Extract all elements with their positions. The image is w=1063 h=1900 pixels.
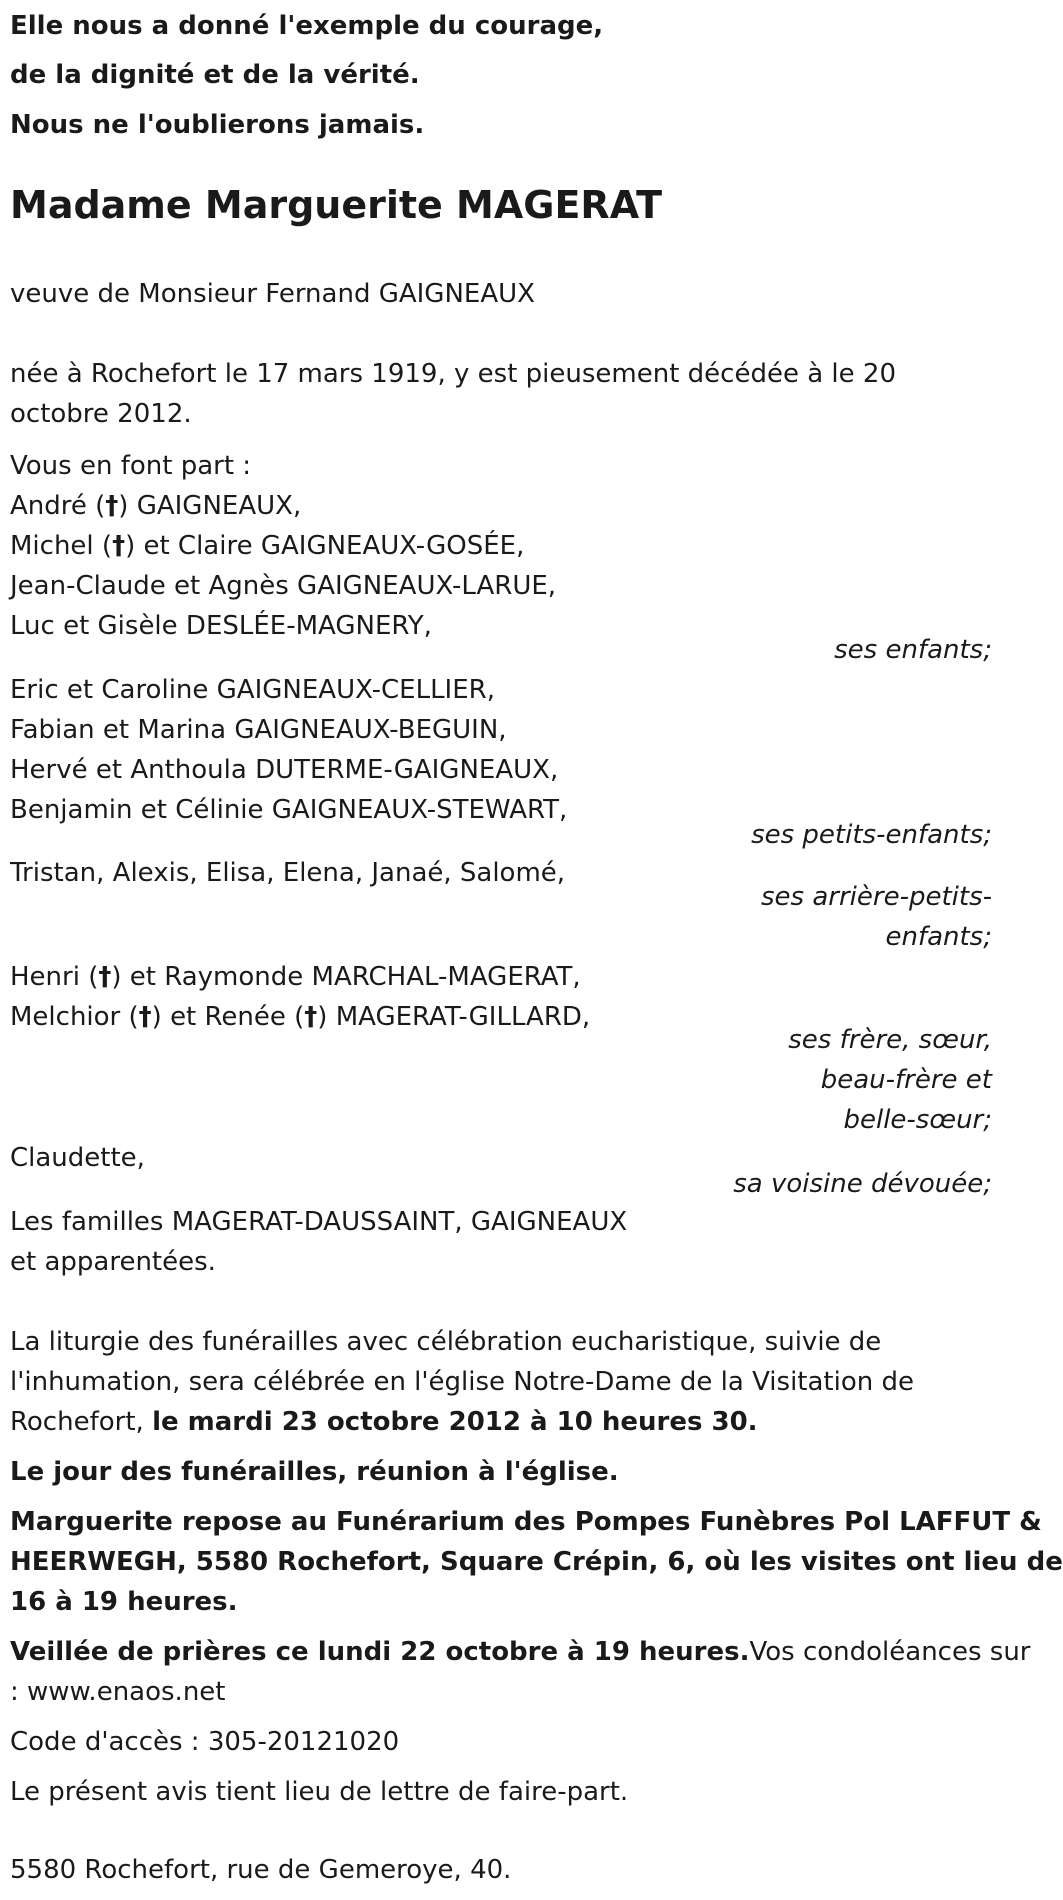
birth-death-line-1: née à Rochefort le 17 mars 1919, y est pieusement décédée à le 20 (10, 359, 896, 389)
families-line-2: et apparentées. (10, 1247, 216, 1277)
vigil-date: Veillée de prières ce lundi 22 octobre à 19 heures. (10, 1637, 750, 1667)
relation-great-grandchildren-1: ses arrière-petits- (761, 882, 992, 912)
relation-great-grandchildren-2: enfants; (885, 922, 992, 952)
dagger-icon: † (138, 1002, 152, 1032)
grandchild-line: Fabian et Marina GAIGNEAUX-BEGUIN, (10, 715, 507, 745)
relation-siblings-2: beau-frère et (820, 1065, 992, 1095)
child-jean-claude: Jean-Claude et Agnès GAIGNEAUX-LARUE, (10, 571, 557, 601)
epigraph-line-1: Elle nous a donné l'exemple du courage, (10, 11, 604, 41)
grandchild-line: Eric et Caroline GAIGNEAUX-CELLIER, (10, 675, 495, 705)
sibling-henri: Henri (†) et Raymonde MARCHAL-MAGERAT, (10, 962, 581, 992)
dagger-icon: † (304, 1002, 318, 1032)
liturgy-line-1: La liturgie des funérailles avec célébration eucharistique, suivie de (10, 1327, 882, 1357)
repose-line-3: 16 à 19 heures. (10, 1587, 238, 1617)
birth-death-line-2: octobre 2012. (10, 399, 192, 429)
great-grandchildren-names: Tristan, Alexis, Elisa, Elena, Janaé, Salomé, (10, 858, 566, 888)
neighbor-name: Claudette, (10, 1143, 145, 1173)
repose-line-1: Marguerite repose au Funérarium des Pompes Funèbres Pol LAFFUT & (10, 1507, 1042, 1537)
dagger-icon: † (105, 491, 119, 521)
relation-siblings-3: belle-sœur; (843, 1105, 992, 1135)
epigraph-line-2: de la dignité et de la vérité. (10, 60, 420, 90)
dagger-icon: † (112, 531, 126, 561)
families-line-1: Les familles MAGERAT-DAUSSAINT, GAIGNEAUX (10, 1207, 628, 1237)
spouse-line: veuve de Monsieur Fernand GAIGNEAUX (10, 279, 535, 309)
deceased-name: Madame Marguerite MAGERAT (10, 183, 663, 227)
meeting-note: Le jour des funérailles, réunion à l'église. (10, 1457, 619, 1487)
relation-children: ses enfants; (834, 635, 992, 665)
access-code: Code d'accès : 305-20121020 (10, 1727, 400, 1757)
address-line: 5580 Rochefort, rue de Gemeroye, 40. (10, 1855, 512, 1885)
dagger-icon: † (98, 962, 112, 992)
repose-line-2: HEERWEGH, 5580 Rochefort, Square Crépin, 6, où les visites ont lieu de (10, 1547, 1063, 1577)
liturgy-line-3: Rochefort, le mardi 23 octobre 2012 à 10 heures 30. (10, 1407, 758, 1437)
epigraph-line-3: Nous ne l'oublierons jamais. (10, 110, 425, 140)
grandchild-line: Hervé et Anthoula DUTERME-GAIGNEAUX, (10, 755, 559, 785)
child-andre: André (†) GAIGNEAUX, (10, 491, 302, 521)
sibling-melchior: Melchior (†) et Renée (†) MAGERAT-GILLARD, (10, 1002, 591, 1032)
funeral-date: le mardi 23 octobre 2012 à 10 heures 30. (152, 1407, 758, 1437)
child-michel: Michel (†) et Claire GAIGNEAUX-GOSÉE, (10, 531, 525, 561)
grandchild-line: Benjamin et Célinie GAIGNEAUX-STEWART, (10, 795, 568, 825)
relation-siblings-1: ses frère, sœur, (788, 1025, 992, 1055)
relation-grandchildren: ses petits-enfants; (751, 820, 992, 850)
relation-neighbor: sa voisine dévouée; (733, 1169, 992, 1199)
liturgy-line-2: l'inhumation, sera célébrée en l'église Notre-Dame de la Visitation de (10, 1367, 914, 1397)
child-luc: Luc et Gisèle DESLÉE-MAGNERY, (10, 611, 432, 641)
announce-intro: Vous en font part : (10, 451, 252, 481)
notice-line: Le présent avis tient lieu de lettre de faire-part. (10, 1777, 629, 1807)
vigil-line-2: : www.enaos.net (10, 1677, 226, 1707)
vigil-line-1: Veillée de prières ce lundi 22 octobre à 19 heures.Vos condoléances sur (10, 1637, 1031, 1667)
